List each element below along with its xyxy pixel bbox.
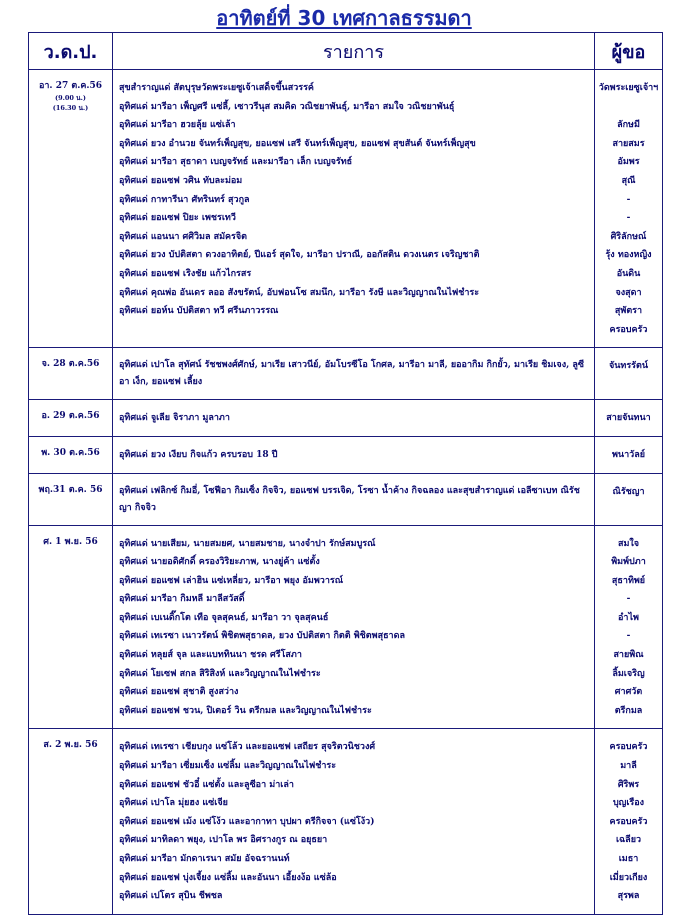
requester-cell — [595, 729, 663, 914]
intentions-table — [28, 32, 663, 915]
requester-name: เมี่ยวเกียง — [609, 872, 648, 883]
requester-name: ศาศวัต — [614, 687, 643, 698]
intention-item: อุทิศแด่ ยวง อำนวย จันทร์เพ็ญสุข, ยอแซฟ เสรี จันทร์เพ็ญสุข, ยอแซฟ สุขสันต์ จันทร์เพ็ญสุข — [119, 138, 476, 149]
requester-name: สุธาทิพย์ — [611, 575, 646, 586]
date-text: พฤ.31 ต.ค. 56 — [38, 484, 103, 495]
requester-name: - — [626, 213, 631, 224]
table-row — [29, 729, 663, 914]
date-cell — [29, 525, 113, 729]
intention-item: อุทิศแด่ ยอแซฟ ปิยะ เพชรเทวี — [119, 213, 236, 224]
items-cell — [113, 525, 595, 729]
requester-cell — [595, 436, 663, 473]
requester-name: ศิริพร — [617, 779, 640, 790]
intention-item: สุขสำราญแด่ สัตบุรุษวัดพระเยซูเจ้าเสด็จขึ้นสวรรค์ — [119, 83, 314, 93]
page-title: อาทิตย์ที่ 30 เทศกาลธรรมดา — [216, 6, 472, 30]
table-row — [29, 473, 663, 525]
header-items: รายการ — [113, 33, 595, 70]
date-cell — [29, 400, 113, 437]
requester-name: ครอบครัว — [609, 324, 648, 335]
requester-name: มาลี — [620, 761, 637, 772]
table-row — [29, 70, 663, 348]
requester-name: อัมพร — [617, 157, 640, 168]
intention-item: อุทิศแด่ นายเสียม, นายสมยศ, นายสมชาย, นางจำปา รักษ์สมบูรณ์ — [119, 538, 376, 549]
items-cell — [113, 436, 595, 473]
intention-item: อุทิศแด่ เปโตร สุบิน ชีพชล — [119, 891, 223, 902]
header-requester: ผู้ขอ — [595, 33, 663, 70]
intention-item: อุทิศแด่ มารีอา เพ็ญศรี แซ่ลี้, เซาวรีนุส สมคิด วณิชยาพันธุ์, มารีอา สมใจ วณิชยาพันธุ์ — [119, 101, 455, 112]
requester-cell — [595, 400, 663, 437]
intention-item: อุทิศแด่ เทเรซา เชียบกุง แซ่โล้ว และยอแซฟ เสถียร สุจริตวนิชวงศ์ — [119, 742, 376, 753]
intention-item: อุทิศแด่ นายอดิศักดิ์ ครองวิริยะภาพ, นางยู่ค้า แซ่ตั้ง — [119, 557, 320, 568]
requester-name: ลักษมี — [617, 120, 640, 131]
date-cell — [29, 473, 113, 525]
date-text: ส. 2 พ.ย. 56 — [43, 740, 98, 751]
requester-name: - — [626, 194, 631, 205]
requester-name: ณิรัชญา — [612, 486, 645, 497]
date-text: อา. 27 ต.ค.56 — [38, 81, 103, 91]
date-cell — [29, 70, 113, 348]
requester-name: - — [626, 631, 631, 642]
requester-name: บุญเรือง — [612, 798, 645, 809]
intention-item: อุทิศแด่ มารีอา สุธาดา เบญจรัทธ์ และมารีอา เล็ก เบญจรัทธ์ — [119, 157, 353, 168]
requester-cell — [595, 348, 663, 400]
requester-name: ครอบครัว — [609, 816, 648, 827]
requester-cell — [595, 70, 663, 348]
intention-item: อุทิศแด่ เฟลิกซ์ กิมอี่, โซฟีอา กิมเซ็ง กิจจิว, ยอแซฟ บรรเจิด, โรซา น้ำค้าง กิจฉลอง และสุขสำราญแด่ เอลีซาเบท ณิรัชญา กิจจิว — [119, 485, 580, 513]
items-cell — [113, 473, 595, 525]
intention-item: อุทิศแด่ ยอแซฟ ชัวอี๋ แซ่ตั้ง และลูซีอา ม่าเล่า — [119, 779, 294, 790]
requester-name: สายจันทนา — [606, 413, 651, 424]
intention-item: อุทิศแด่ ยอแซฟ เม้ง แซ่โง้ว และอากาทา บุปผา ตรีกิจจา (แซ่โง้ว) — [119, 816, 375, 827]
requester-name: พนาวัลย์ — [612, 449, 645, 460]
requester-name: อำไพ — [618, 612, 639, 623]
requester-cell — [595, 525, 663, 729]
intention-item: อุทิศแด่ โยเซฟ สกล สิริสิงห์ และวิญญาณในไฟชำระ — [119, 668, 321, 679]
requester-name: ตรีกมล — [614, 705, 643, 716]
date-cell — [29, 348, 113, 400]
intention-item: อุทิศแด่ เปาโล สุทัศน์ รัชชพงศ์ศักษ์, มาเรีย เสาวนีย์, อัมโบรซีโอ โกศล, มารีอา มาลี, ยออากิม กิกยั้ว, มาเรีย ชิมเจง, ลูซีอา เง็ก, ยอแซฟ เลี้ยง — [119, 360, 584, 388]
requester-name: สุพัตรา — [614, 306, 643, 317]
requester-name: สายสมร — [612, 138, 645, 149]
requester-name: ศิริลักษณ์ — [610, 231, 647, 242]
requester-name: รุ้ง ทองหญิง — [605, 250, 652, 261]
requester-name: สุรพล — [617, 891, 640, 902]
requester-name: เมธา — [618, 854, 639, 864]
intention-item: อุทิศแด่ แอนนา ศศิวิมล สมัครจิต — [119, 231, 247, 242]
requester-name: สมใจ — [617, 538, 640, 549]
items-cell — [113, 348, 595, 400]
requester-cell — [595, 473, 663, 525]
mass-time: (9.00 น.) — [55, 94, 86, 102]
intention-item: อุทิศแด่ ยอแซฟ วศิน ทับละม่อม — [119, 175, 243, 186]
requester-name: วัดพระเยซูเจ้าฯ — [598, 83, 659, 93]
intention-item: อุทิศแด่ ยอแซฟ สุชาติ สูงสว่าง — [119, 687, 239, 698]
table-row — [29, 400, 663, 437]
intention-item: อุทิศแด่ ยอแซฟ ชวน, ปิเตอร์ วิน ตรีกมล และวิญญาณในไฟชำระ — [119, 705, 372, 716]
intention-item: อุทิศแด่ เบเนดิ๊กโต เทือ จุลสุคนธ์, มารีอา วา จุลสุคนธ์ — [119, 612, 329, 623]
header-row — [29, 33, 663, 70]
intention-item: อุทิศแด่ ยวง เงียบ กิจแก้ว ครบรอบ 18 ปี — [119, 449, 278, 460]
date-text: จ. 28 ต.ค.56 — [41, 359, 100, 370]
intention-item: อุทิศแด่ ยอแซฟ บุ่งเจี้ยง แซ่ลิ้ม และอันนา เอี้ยงง้อ แซ่ล้อ — [119, 872, 337, 883]
intention-item: อุทิศแด่ หลุยส์ จุล และแบททินนา ชรด ศรีโสภา — [119, 650, 302, 661]
date-text: อ. 29 ต.ค.56 — [41, 411, 100, 422]
requester-name — [598, 98, 659, 117]
intention-item: อุทิศแด่ มารีอา กิมหลี มาลีสวัสดิ์ — [119, 594, 245, 605]
intention-item: อุทิศแด่ มารีอา เซี่ยมเซ็ง แซ่ลิ้ม และวิญญาณในไฟชำระ — [119, 761, 337, 772]
intention-item: อุทิศแด่ ยอห์น บัปติสตา ทวี ศรีนภาวรรณ — [119, 306, 279, 317]
items-cell — [113, 729, 595, 914]
intention-item: อุทิศแด่ ยอแซฟ เล่าฮิน แซ่เหลี่ยว, มารีอา พยุง อัมพวารณ์ — [119, 575, 344, 586]
requester-name: สุณี — [621, 175, 636, 186]
items-cell — [113, 70, 595, 348]
table-row — [29, 436, 663, 473]
requester-name: ครอบครัว — [609, 742, 648, 753]
requester-name: อันดิน — [616, 268, 641, 279]
date-text: ศ. 1 พ.ย. 56 — [43, 536, 98, 547]
mass-time: (16.30 น.) — [52, 104, 89, 112]
intention-item: อุทิศแด่ ยวง บัปติสตา ดวงอาทิตย์, ปีแอร์ สุดใจ, มารีอา ปราณี, ออกัสติน ดวงเนตร เจริญชาติ — [119, 250, 480, 261]
intention-item: อุทิศแด่ ยอแซฟ เริงชัย แก้วไกรสร — [119, 268, 252, 279]
intention-item: อุทิศแด่ เปาโล มุ่ยฮง แซ่เจีย — [119, 798, 228, 809]
requester-name: สายพิณ — [613, 650, 644, 661]
requester-name: เฉลียว — [615, 835, 642, 846]
date-cell — [29, 436, 113, 473]
date-cell — [29, 729, 113, 914]
header-date: ว.ด.ป. — [29, 33, 113, 70]
intention-item: อุทิศแด่ กาทารีนา ศัทรินทร์ สุวกูล — [119, 194, 250, 205]
requester-name: จันทรรัตน์ — [608, 361, 649, 372]
date-text: พ. 30 ต.ค.56 — [41, 447, 100, 458]
intention-item: อุทิศแด่ เทเรซา เนาวรัตน์ พิชิตพสุธาดล, ยวง บัปติสตา กิตติ พิชิตพสุธาดล — [119, 631, 405, 642]
table-row — [29, 348, 663, 400]
items-cell — [113, 400, 595, 437]
intention-item: อุทิศแด่ มาทิลดา พยุง, เปาโล พร อิศรางกูร ณ อยุธยา — [119, 835, 328, 846]
intention-item: อุทิศแด่ มารีอา ฮวยลุ้ย แซ่เล้า — [119, 120, 236, 131]
intention-item: อุทิศแด่ มารีอา มักดาเรนา สมัย อัจฉรานนท์ — [119, 854, 290, 864]
requester-name: จงสุดา — [615, 287, 642, 298]
intention-item: อุทิศแด่ จูเลีย จิราภา มูลาภา — [119, 413, 230, 424]
requester-name: - — [626, 594, 631, 605]
requester-name: พิมพ์ปภา — [611, 557, 646, 568]
requester-name: ลิ้มเจริญ — [612, 668, 645, 679]
table-body — [29, 70, 663, 915]
table-row — [29, 525, 663, 729]
intention-item: อุทิศแด่ คุณพ่อ อันเดร ลออ สังขรัตน์, อับฟอนโซ สมนึก, มารีอา รังษี และวิญญาณในไฟชำระ — [119, 287, 480, 298]
